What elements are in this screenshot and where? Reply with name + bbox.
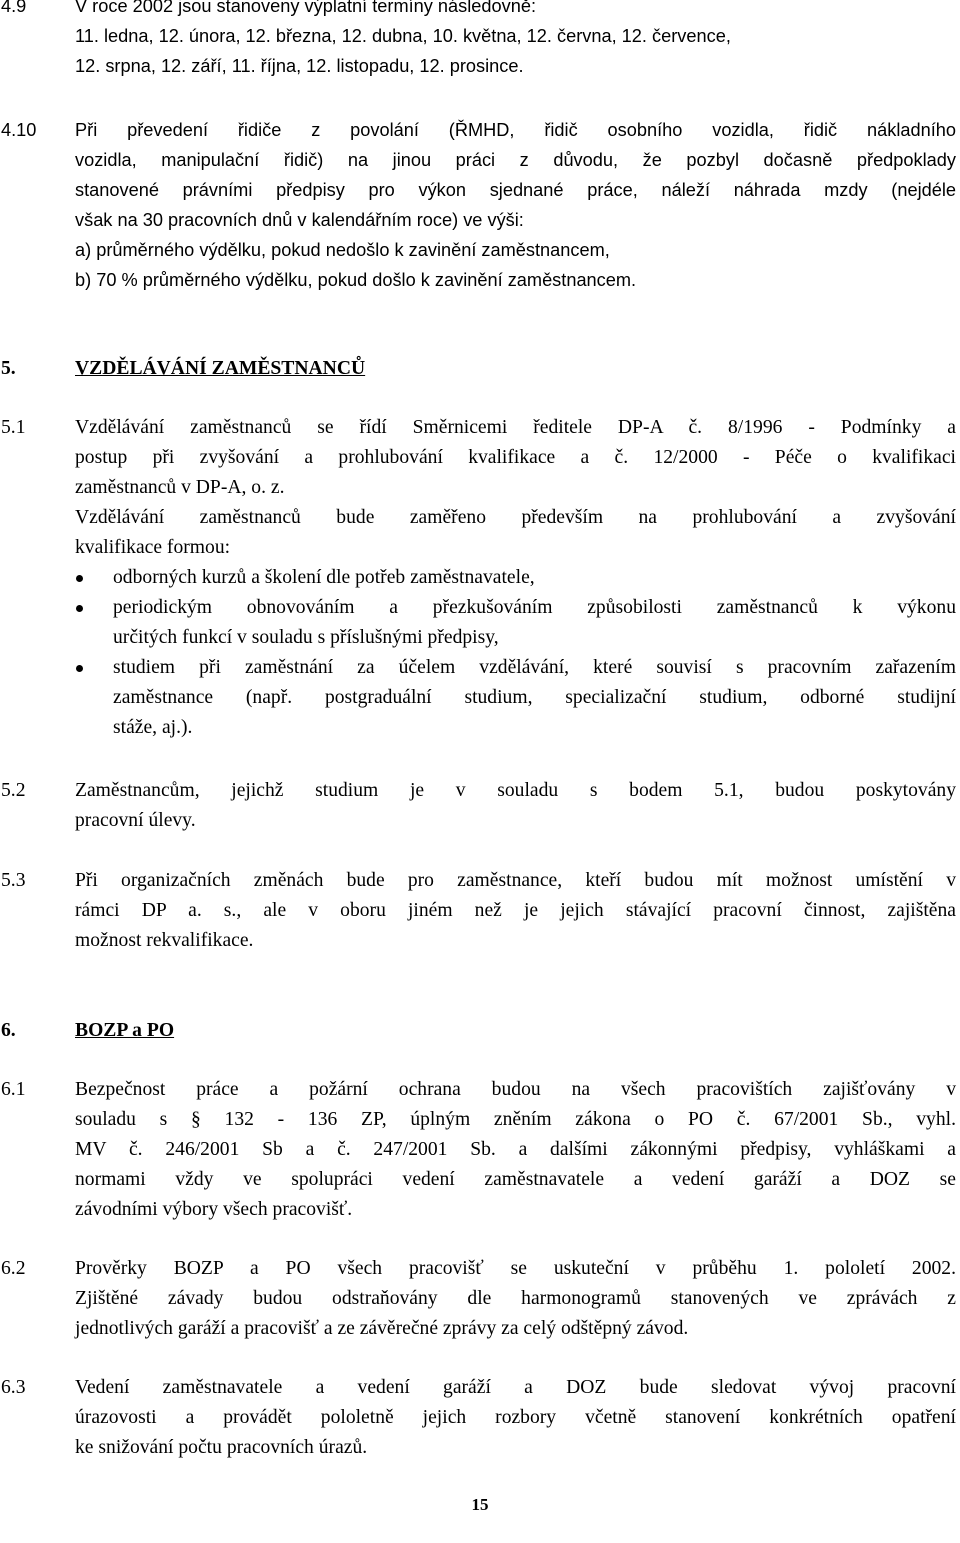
text-line: ke snižování počtu pracovních úrazů. — [75, 1437, 368, 1458]
section-text — [75, 776, 956, 836]
text-line: rámci DP a. s., ale v oboru jiném než je jejich stávající pracovní činnost, zajištěna — [75, 900, 956, 921]
list-item — [75, 563, 956, 593]
section-text — [75, 0, 956, 81]
bullet-icon — [76, 605, 83, 612]
text-line: normami vždy ve spolupráci vedení zaměstnavatele a vedení garáží a DOZ se — [75, 1169, 956, 1190]
section-text — [75, 413, 956, 563]
text-line: souladu s § 132 - 136 ZP, úplným zněním zákona o PO č. 67/2001 Sb., vyhl. — [75, 1109, 956, 1130]
text-line: studiem při zaměstnání za účelem vzdělávání, které souvisí s pracovním zařazením — [113, 657, 956, 678]
section-number: 5.3 — [1, 870, 26, 891]
section-text — [75, 1254, 956, 1344]
text-line: Prověrky BOZP a PO všech pracovišť se uskuteční v průběhu 1. pololetí 2002. — [75, 1258, 956, 1279]
text-line: určitých funkcí v souladu s příslušnými předpisy, — [113, 627, 499, 648]
text-line: stanovené právními předpisy pro výkon sjednané práce, náleží náhrada mzdy (nejdéle — [75, 180, 956, 200]
heading-title: BOZP a PO — [75, 1020, 175, 1041]
bullet-icon — [76, 665, 83, 672]
section-number: 4.10 — [1, 120, 37, 140]
text-line: a) průměrného výdělku, pokud nedošlo k zavinění zaměstnancem, — [75, 240, 610, 260]
bullet-icon — [76, 575, 83, 582]
section-text — [75, 866, 956, 956]
text-line: Zjištěné závady budou odstraňovány dle harmonogramů stanovených ve zprávách z — [75, 1288, 956, 1309]
list-item — [75, 593, 956, 653]
text-line: jednotlivých garáží a pracovišť a ze závěrečné zprávy za celý odštěpný závod. — [75, 1318, 689, 1339]
text-line: odborných kurzů a školení dle potřeb zaměstnavatele, — [113, 567, 535, 588]
text-line: kvalifikace formou: — [75, 537, 231, 558]
text-line: MV č. 246/2001 Sb a č. 247/2001 Sb. a dalšími zákonnými předpisy, vyhláškami a — [75, 1139, 956, 1160]
text-line: pracovní úlevy. — [75, 810, 196, 831]
text-line: 12. srpna, 12. září, 11. října, 12. listopadu, 12. prosince. — [75, 56, 524, 76]
text-line: 11. ledna, 12. února, 12. března, 12. dubna, 10. května, 12. června, 12. července, — [75, 26, 731, 46]
page-number: 15 — [471, 1495, 489, 1514]
text-line: periodickým obnovováním a přezkušováním způsobilosti zaměstnanců k výkonu — [113, 597, 956, 618]
section-text — [75, 115, 956, 295]
text-line: Zaměstnancům, jejichž studium je v souladu s bodem 5.1, budou poskytovány — [75, 780, 956, 801]
text-line: Vedení zaměstnavatele a vedení garáží a DOZ bude sledovat vývoj pracovní — [75, 1377, 956, 1398]
section-number: 6.1 — [1, 1079, 26, 1100]
text-line: b) 70 % průměrného výdělku, pokud došlo k zavinění zaměstnancem. — [75, 270, 637, 290]
text-line: Bezpečnost práce a požární ochrana budou na všech pracovištích zajišťovány v — [75, 1079, 956, 1100]
text-line: postup při zvyšování a prohlubování kvalifikace a č. 12/2000 - Péče o kvalifikaci — [75, 447, 956, 468]
text-line: Vzdělávání zaměstnanců bude zaměřeno především na prohlubování a zvyšování — [75, 507, 956, 528]
text-line: však na 30 pracovních dnů v kalendářním roce) ve výši: — [75, 210, 524, 230]
text-line: Při převedení řidiče z povolání (ŘMHD, řidič osobního vozidla, řidič nákladního — [75, 120, 956, 140]
text-line: možnost rekvalifikace. — [75, 930, 254, 951]
text-line: úrazovosti a provádět pololetně jejich rozbory včetně stanovení konkrétních opatření — [75, 1407, 956, 1428]
section-number: 5.2 — [1, 780, 26, 801]
text-line: Při organizačních změnách bude pro zaměstnance, kteří budou mít možnost umístění v — [75, 870, 956, 891]
section-number: 6.2 — [1, 1258, 26, 1279]
section-number: 6.3 — [1, 1377, 26, 1398]
text-line: vozidla, manipulační řidič) na jinou práci z důvodu, že pozbyl dočasně předpoklady — [75, 150, 956, 170]
heading-number: 6. — [1, 1020, 16, 1041]
section-text — [75, 1373, 956, 1463]
section-text — [75, 1075, 956, 1225]
section-number: 5.1 — [1, 417, 26, 438]
text-line: zaměstnanců v DP-A, o. z. — [75, 477, 285, 498]
section-number: 4.9 — [1, 0, 27, 16]
list-item — [75, 653, 956, 743]
text-line: V roce 2002 jsou stanoveny výplatní termíny následovně: — [75, 0, 537, 16]
text-line: zaměstnance (např. postgraduální studium, specializační studium, odborné studijní — [113, 687, 956, 708]
text-line: stáže, aj.). — [113, 717, 193, 738]
text-line: závodními výbory všech pracovišť. — [75, 1199, 353, 1220]
heading-number: 5. — [1, 358, 16, 379]
heading-title: VZDĚLÁVÁNÍ ZAMĚSTNANCŮ — [75, 358, 366, 379]
text-line: Vzdělávání zaměstnanců se řídí Směrnicemi ředitele DP-A č. 8/1996 - Podmínky a — [75, 417, 956, 438]
